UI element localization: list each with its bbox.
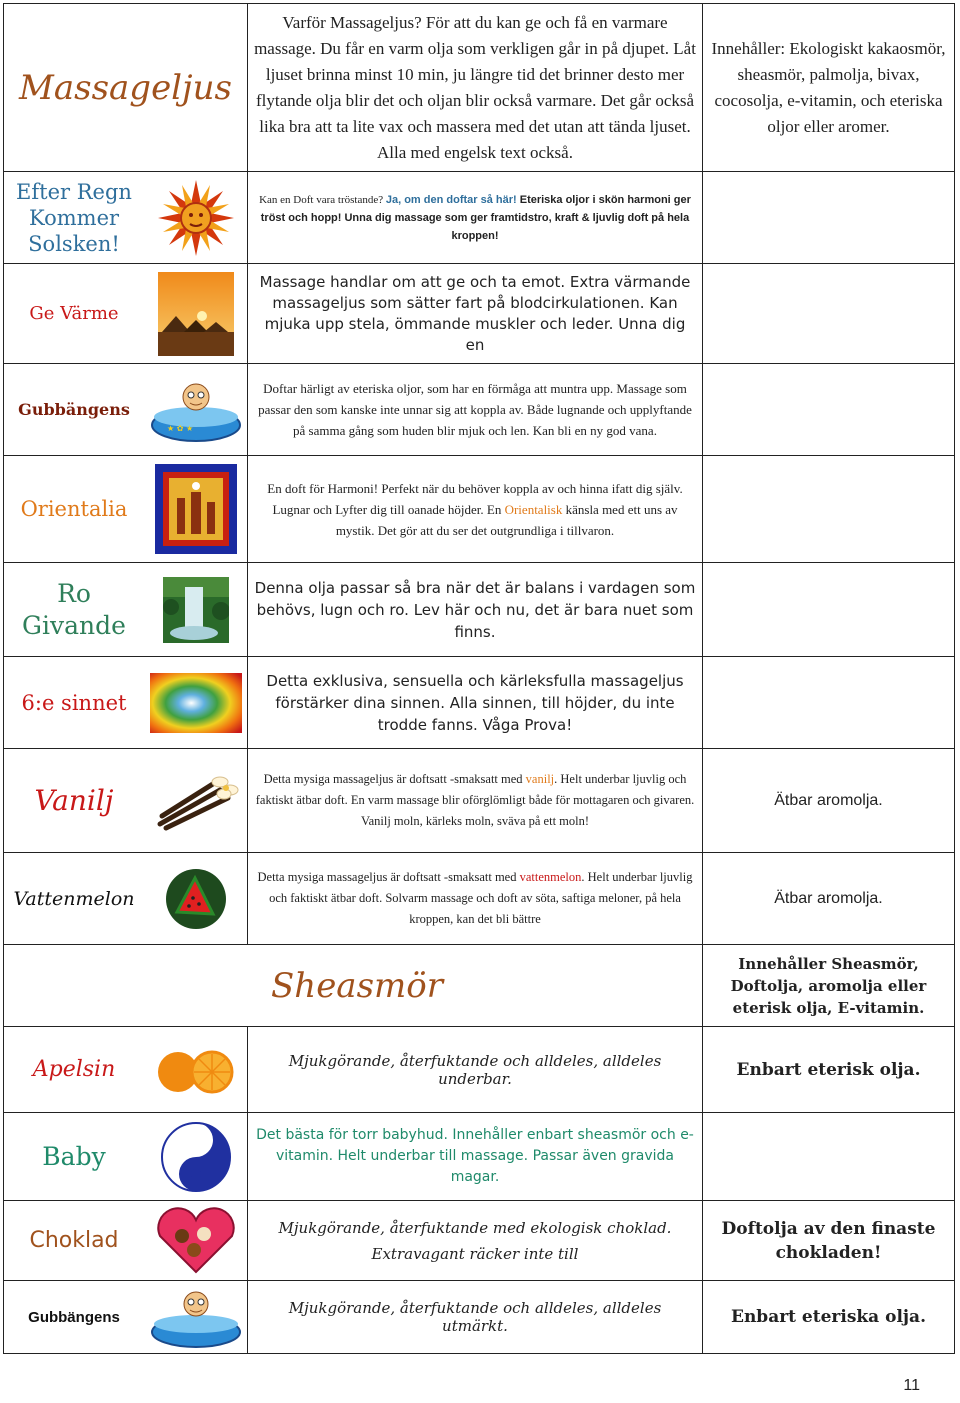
product-description: Det bästa för torr babyhud. Innehåller enbart sheasmör och e-vitamin. Helt underbar till massage. Passar även gravida magar. xyxy=(247,1113,702,1200)
extra-note: Ätbar aromolja. xyxy=(702,749,954,852)
old-man-in-tub-image xyxy=(144,364,247,455)
watermelon-image xyxy=(144,853,247,944)
product-description: Mjukgörande, återfuktande och alldeles, alldeles utmärkt. xyxy=(247,1281,702,1353)
product-name: Choklad xyxy=(29,1228,119,1253)
product-description: En doft för Harmoni! Perfekt när du behöver koppla av och hinna ifatt dig själv. Lugnar och Lyfter dig till oanade höjder. En Orientalisk känsla med ett uns av mystik. Det gör att du ser det outgrundliga i tillvaron. xyxy=(247,456,702,562)
row-6e-sinnet xyxy=(3,656,955,748)
product-name: Ro Givande xyxy=(22,578,126,640)
row-orientalia xyxy=(3,455,955,562)
product-name: Massageljus xyxy=(19,67,232,108)
orange-image xyxy=(144,1027,247,1112)
product-description: Doftar härligt av eteriska oljor, som har en förmåga att muntra upp. Massage som passar den som kanske inte unnar sig att koppla av. Både lugnande och upplyftande på samma gång som huden blir mjuk och len. Kan bli en ny god vana. xyxy=(247,364,702,455)
chocolate-box-image xyxy=(144,1201,247,1280)
extra-note: Ätbar aromolja. xyxy=(702,853,954,944)
empty-cell xyxy=(702,264,954,363)
empty-cell xyxy=(702,364,954,455)
empty-cell xyxy=(702,657,954,748)
empty-cell xyxy=(4,945,247,1026)
product-description: Detta exklusiva, sensuella och kärleksfulla massageljus förstärker dina sinnen. Alla sinnen, till höjder, du inte trodde fanns. Våga Prova! xyxy=(247,657,702,748)
baby-yinyang-image xyxy=(144,1113,247,1200)
product-description: Detta mysiga massageljus är doftsatt -smaksatt med vanilj. Helt underbar ljuvlig och faktiskt ätbar doft. En varm massage blir oförglömligt både för mottagaren och givaren. Vanilj moln, kärleks moln, sväva på ett moln! xyxy=(247,749,702,852)
product-description: Varför Massageljus? För att du kan ge och få en varmare massage. Du får en varm olja som verkligen går in på djupet. Låt ljuset brinna minst 10 min, ju längre tid det brinner desto mer flytande olja blir det och oljan blir också varmare. Det går också lika bra att ta lite vax och massera med det utan att tända ljuset. Alla med engelsk text också. xyxy=(247,4,702,171)
product-description: Massage handlar om att ge och ta emot. Extra värmande massageljus som sätter fart på blodcirkulationen. Kan mjuka upp stela, ömmande muskler och leder. Unna dig en xyxy=(247,264,702,363)
row-ge-varme xyxy=(3,263,955,363)
product-name: Efter Regn Kommer Solsken! xyxy=(16,179,132,256)
product-name: Orientalia xyxy=(20,497,128,521)
row-baby xyxy=(3,1112,955,1200)
product-description: Denna olja passar så bra när det är balans i vardagen som behövs, lugn och ro. Lev här och nu, det är bara nuet som finns. xyxy=(247,563,702,656)
svg-text:★ ✿ ★: ★ ✿ ★ xyxy=(166,423,193,433)
row-efter-regn xyxy=(3,171,955,263)
product-name: Gubbängens xyxy=(18,400,130,419)
ingredients: Innehåller: Ekologiskt kakaosmör, sheasmör, palmolja, bivax, cocosolja, e-vitamin, och eteriska oljor eller aromer. xyxy=(702,4,954,171)
extra-note: Enbart eterisk olja. xyxy=(702,1027,954,1112)
product-description: Mjukgörande, återfuktande med ekologisk choklad. Extravagant räcker inte till xyxy=(247,1201,702,1280)
row-massageljus xyxy=(3,3,955,171)
product-description: Mjukgörande, återfuktande och alldeles, alldeles underbar. xyxy=(247,1027,702,1112)
row-choklad xyxy=(3,1200,955,1280)
rainbow-image xyxy=(144,657,247,748)
ingredients: Innehåller Sheasmör, Doftolja, aromolja eller eterisk olja, E-vitamin. xyxy=(702,945,954,1026)
product-name: Gubbängens xyxy=(28,1308,120,1326)
row-gubbangens xyxy=(3,363,955,455)
old-man-in-tub-image xyxy=(144,1281,247,1353)
extra-note: Doftolja av den finaste chokladen! xyxy=(702,1201,954,1280)
empty-cell xyxy=(702,172,954,263)
page-number: 11 xyxy=(903,1377,920,1394)
product-name: Vattenmelon xyxy=(13,887,135,910)
waterfall-image xyxy=(144,563,247,656)
oriental-tapestry-image xyxy=(144,456,247,562)
row-vanilj xyxy=(3,748,955,852)
empty-cell xyxy=(702,563,954,656)
product-name: Ge Värme xyxy=(29,303,119,324)
vanilla-image xyxy=(144,749,247,852)
product-description: Detta mysiga massageljus är doftsatt -smaksatt med vattenmelon. Helt underbar ljuvlig och faktiskt ätbar doft. Solvarm massage och doft av söta, saftiga meloner, på hela kroppen, kan det bli bättre xyxy=(247,853,702,944)
section-title: Sheasmör xyxy=(271,965,443,1006)
product-name: Apelsin xyxy=(32,1057,116,1082)
product-description: Kan en Doft vara tröstande? Ja, om den doftar så här! Eteriska oljor i skön harmoni ger tröst och hopp! Unna dig massage som ger framtidstro, kraft & ljuvlig doft på hela kroppen! xyxy=(247,172,702,263)
row-gubbangens-2 xyxy=(3,1280,955,1354)
pyramids-sunset-image xyxy=(144,264,247,363)
extra-note: Enbart eteriska olja. xyxy=(702,1281,954,1353)
product-name: 6:e sinnet xyxy=(21,690,127,715)
empty-cell xyxy=(702,456,954,562)
row-sheasmor xyxy=(3,944,955,1026)
row-ro-givande xyxy=(3,562,955,656)
product-name: Vanilj xyxy=(34,784,114,817)
row-vattenmelon xyxy=(3,852,955,944)
product-name: Baby xyxy=(42,1142,106,1171)
sun-icon xyxy=(144,172,247,263)
empty-cell xyxy=(702,1113,954,1200)
row-apelsin xyxy=(3,1026,955,1112)
